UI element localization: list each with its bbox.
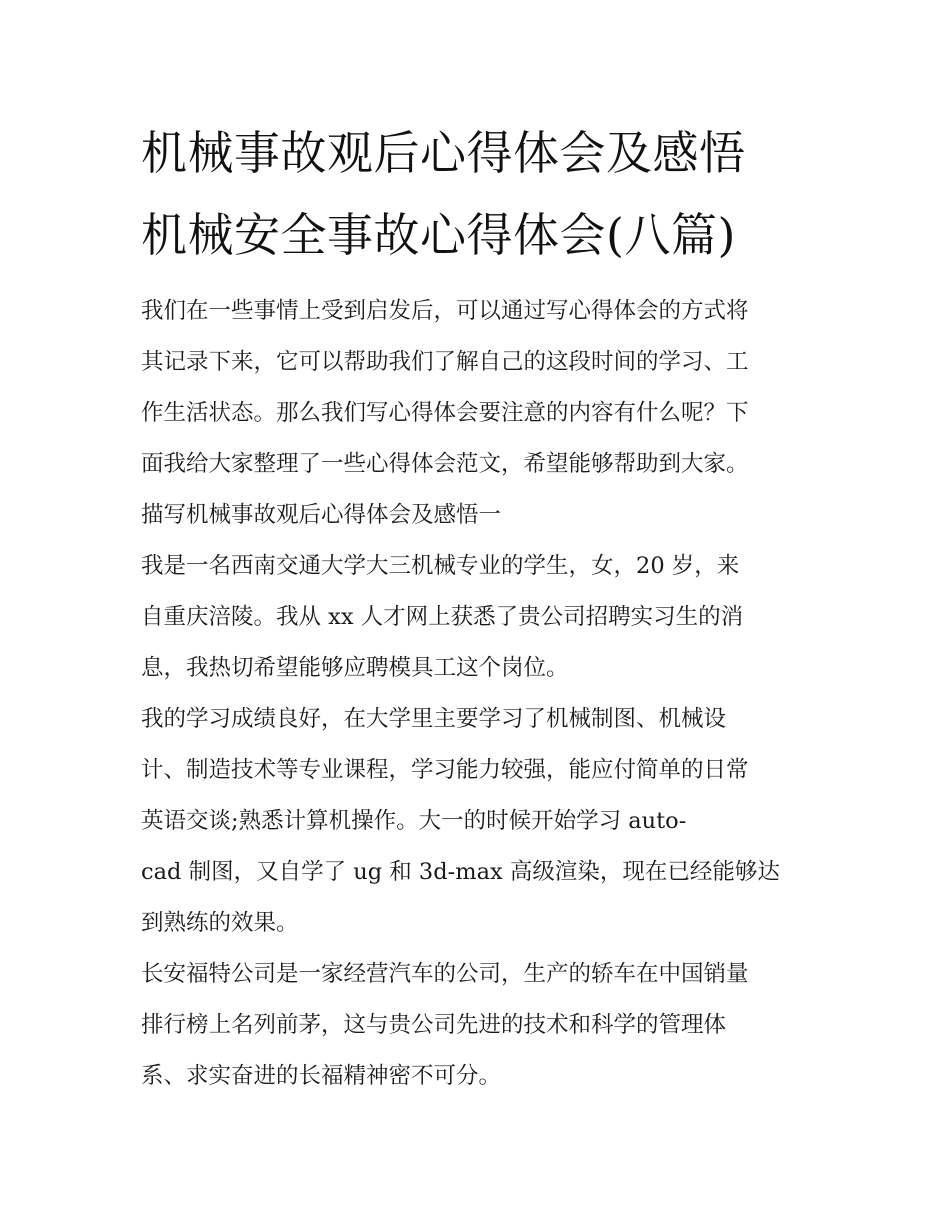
body-line: 排行榜上名列前茅，这与贵公司先进的技术和科学的管理体 [141,1012,727,1038]
body-line: 面我给大家整理了一些心得体会范文，希望能够帮助到大家。 [141,451,749,477]
body-line: 长安福特公司是一家经营汽车的公司，生产的轿车在中国销量 [141,961,749,987]
body-line: 我们在一些事情上受到启发后，可以通过写心得体会的方式将 [141,298,749,324]
body-line: 到熟练的效果。 [141,910,299,936]
document-content [141,112,813,1102]
body-line: 我的学习成绩良好，在大学里主要学习了机械制图、机械设 [141,706,727,732]
title-line-2: 机械安全事故心得体会(八篇) [141,208,736,262]
body-line: 系、求实奋进的长福精神密不可分。 [141,1063,502,1089]
body-line: 自重庆涪陵。我从 xx 人才网上获悉了贵公司招聘实习生的消 [141,604,744,630]
body-line: 我是一名西南交通大学大三机械专业的学生，女，20 岁，来 [141,553,740,579]
body-line: 息，我热切希望能够应聘模具工这个岗位。 [141,655,569,681]
body-line: cad 制图，又自学了 ug 和 3d-max 高级渲染，现在已经能够达 [141,859,780,885]
body-line: 计、制造技术等专业课程，学习能力较强，能应付简单的日常 [141,757,749,783]
document-title [141,112,813,276]
body-line: 作生活状态。那么我们写心得体会要注意的内容有什么呢？下 [141,400,749,426]
body-line: 英语交谈;熟悉计算机操作。大一的时候开始学习 auto- [141,808,687,834]
section-heading: 描写机械事故观后心得体会及感悟一 [141,502,502,528]
title-line-1: 机械事故观后心得体会及感悟 [141,126,746,180]
body-line: 其记录下来，它可以帮助我们了解自己的这段时间的学习、工 [141,349,749,375]
document-body [141,286,813,1102]
